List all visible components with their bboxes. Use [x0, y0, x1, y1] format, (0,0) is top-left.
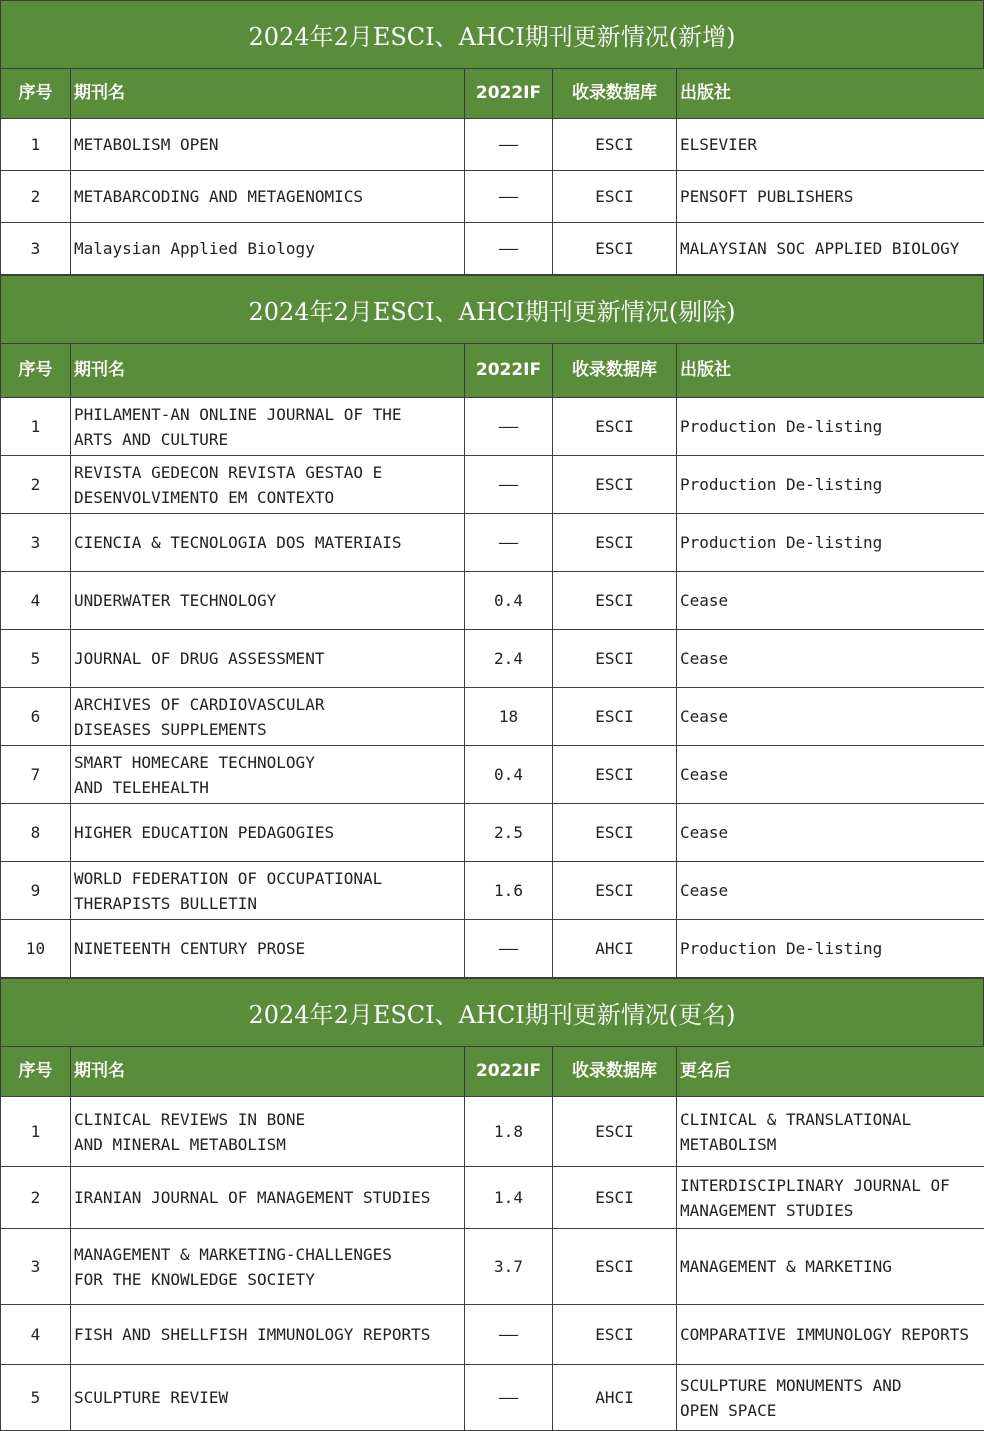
cell-impact-factor: ——: [465, 171, 553, 223]
cell-journal-name: METABOLISM OPEN: [71, 119, 465, 171]
cell-database: ESCI: [553, 804, 677, 862]
header-seq: 序号: [1, 344, 71, 398]
header-database: 收录数据库: [553, 344, 677, 398]
cell-database: ESCI: [553, 688, 677, 746]
cell-journal-name: UNDERWATER TECHNOLOGY: [71, 572, 465, 630]
cell-database: AHCI: [553, 920, 677, 978]
header-impact-factor: 2022IF: [465, 1047, 553, 1097]
cell-journal-name: PHILAMENT-AN ONLINE JOURNAL OF THE ARTS AND CULTURE: [71, 398, 465, 456]
cell-impact-factor: 0.4: [465, 572, 553, 630]
table-row: [1, 1229, 984, 1305]
cell-seq: 3: [1, 1229, 71, 1305]
cell-seq: 4: [1, 572, 71, 630]
cell-seq: 4: [1, 1305, 71, 1365]
header-journal-name: 期刊名: [71, 69, 465, 119]
cell-database: AHCI: [553, 1365, 677, 1431]
cell-journal-name: NINETEENTH CENTURY PROSE: [71, 920, 465, 978]
cell-database: ESCI: [553, 1305, 677, 1365]
cell-seq: 3: [1, 223, 71, 275]
table-row: [1, 456, 984, 514]
cell-impact-factor: 1.4: [465, 1167, 553, 1229]
cell-seq: 2: [1, 456, 71, 514]
table-row: [1, 1305, 984, 1365]
cell-last: SCULPTURE MONUMENTS AND OPEN SPACE: [677, 1365, 984, 1431]
section-title: 2024年2月ESCI、AHCI期刊更新情况(新增): [0, 0, 984, 68]
cell-database: ESCI: [553, 1229, 677, 1305]
cell-last: Cease: [677, 572, 984, 630]
cell-journal-name: WORLD FEDERATION OF OCCUPATIONAL THERAPISTS BULLETIN: [71, 862, 465, 920]
header-database: 收录数据库: [553, 1047, 677, 1097]
cell-last: CLINICAL & TRANSLATIONAL METABOLISM: [677, 1097, 984, 1167]
cell-database: ESCI: [553, 572, 677, 630]
cell-journal-name: METABARCODING AND METAGENOMICS: [71, 171, 465, 223]
section-title: 2024年2月ESCI、AHCI期刊更新情况(更名): [0, 978, 984, 1046]
cell-last: Cease: [677, 630, 984, 688]
cell-impact-factor: 2.4: [465, 630, 553, 688]
cell-journal-name: JOURNAL OF DRUG ASSESSMENT: [71, 630, 465, 688]
table-row: [1, 1097, 984, 1167]
table-row: [1, 398, 984, 456]
cell-database: ESCI: [553, 398, 677, 456]
cell-journal-name: FISH AND SHELLFISH IMMUNOLOGY REPORTS: [71, 1305, 465, 1365]
cell-journal-name: ARCHIVES OF CARDIOVASCULAR DISEASES SUPPLEMENTS: [71, 688, 465, 746]
cell-seq: 6: [1, 688, 71, 746]
cell-database: ESCI: [553, 456, 677, 514]
cell-seq: 2: [1, 1167, 71, 1229]
cell-impact-factor: ——: [465, 1365, 553, 1431]
cell-seq: 7: [1, 746, 71, 804]
cell-impact-factor: 0.4: [465, 746, 553, 804]
cell-last: Cease: [677, 688, 984, 746]
cell-seq: 2: [1, 171, 71, 223]
table-row: [1, 920, 984, 978]
header-journal-name: 期刊名: [71, 1047, 465, 1097]
table-row: [1, 119, 984, 171]
cell-impact-factor: 1.8: [465, 1097, 553, 1167]
cell-impact-factor: ——: [465, 223, 553, 275]
table-row: [1, 1167, 984, 1229]
table-row: [1, 688, 984, 746]
cell-last: Cease: [677, 746, 984, 804]
cell-last: ELSEVIER: [677, 119, 984, 171]
table-row: [1, 171, 984, 223]
cell-last: Production De-listing: [677, 456, 984, 514]
cell-seq: 3: [1, 514, 71, 572]
cell-seq: 1: [1, 119, 71, 171]
cell-database: ESCI: [553, 223, 677, 275]
cell-journal-name: Malaysian Applied Biology: [71, 223, 465, 275]
cell-seq: 10: [1, 920, 71, 978]
cell-seq: 1: [1, 398, 71, 456]
cell-database: ESCI: [553, 862, 677, 920]
table-row: [1, 804, 984, 862]
table-header-row: [1, 1047, 984, 1097]
cell-last: COMPARATIVE IMMUNOLOGY REPORTS: [677, 1305, 984, 1365]
cell-journal-name: SMART HOMECARE TECHNOLOGY AND TELEHEALTH: [71, 746, 465, 804]
cell-journal-name: SCULPTURE REVIEW: [71, 1365, 465, 1431]
cell-journal-name: CLINICAL REVIEWS IN BONE AND MINERAL METABOLISM: [71, 1097, 465, 1167]
cell-impact-factor: ——: [465, 456, 553, 514]
cell-database: ESCI: [553, 746, 677, 804]
cell-impact-factor: ——: [465, 920, 553, 978]
cell-last: Production De-listing: [677, 514, 984, 572]
cell-database: ESCI: [553, 1167, 677, 1229]
cell-impact-factor: 3.7: [465, 1229, 553, 1305]
cell-database: ESCI: [553, 630, 677, 688]
cell-seq: 8: [1, 804, 71, 862]
cell-impact-factor: ——: [465, 514, 553, 572]
cell-last: INTERDISCIPLINARY JOURNAL OF MANAGEMENT STUDIES: [677, 1167, 984, 1229]
journal-table: [0, 1046, 984, 1431]
cell-impact-factor: 18: [465, 688, 553, 746]
cell-last: PENSOFT PUBLISHERS: [677, 171, 984, 223]
header-database: 收录数据库: [553, 69, 677, 119]
cell-database: ESCI: [553, 119, 677, 171]
table-header-row: [1, 344, 984, 398]
table-row: [1, 572, 984, 630]
cell-database: ESCI: [553, 171, 677, 223]
cell-impact-factor: ——: [465, 119, 553, 171]
journal-table: [0, 68, 984, 275]
section-title: 2024年2月ESCI、AHCI期刊更新情况(剔除): [0, 275, 984, 343]
table-row: [1, 514, 984, 572]
cell-seq: 9: [1, 862, 71, 920]
cell-last: Cease: [677, 804, 984, 862]
cell-journal-name: IRANIAN JOURNAL OF MANAGEMENT STUDIES: [71, 1167, 465, 1229]
cell-impact-factor: 1.6: [465, 862, 553, 920]
cell-impact-factor: ——: [465, 398, 553, 456]
table-header-row: [1, 69, 984, 119]
cell-journal-name: HIGHER EDUCATION PEDAGOGIES: [71, 804, 465, 862]
header-last: 出版社: [677, 69, 984, 119]
cell-database: ESCI: [553, 1097, 677, 1167]
cell-last: Cease: [677, 862, 984, 920]
cell-seq: 5: [1, 1365, 71, 1431]
cell-impact-factor: 2.5: [465, 804, 553, 862]
table-row: [1, 630, 984, 688]
cell-journal-name: MANAGEMENT & MARKETING-CHALLENGES FOR THE KNOWLEDGE SOCIETY: [71, 1229, 465, 1305]
header-journal-name: 期刊名: [71, 344, 465, 398]
cell-last: MALAYSIAN SOC APPLIED BIOLOGY: [677, 223, 984, 275]
header-seq: 序号: [1, 69, 71, 119]
table-row: [1, 746, 984, 804]
cell-journal-name: REVISTA GEDECON REVISTA GESTAO E DESENVOLVIMENTO EM CONTEXTO: [71, 456, 465, 514]
table-row: [1, 223, 984, 275]
header-impact-factor: 2022IF: [465, 69, 553, 119]
header-seq: 序号: [1, 1047, 71, 1097]
cell-last: Production De-listing: [677, 920, 984, 978]
cell-last: MANAGEMENT & MARKETING: [677, 1229, 984, 1305]
cell-seq: 1: [1, 1097, 71, 1167]
table-row: [1, 1365, 984, 1431]
header-last: 出版社: [677, 344, 984, 398]
journal-table: [0, 343, 984, 978]
cell-impact-factor: ——: [465, 1305, 553, 1365]
header-impact-factor: 2022IF: [465, 344, 553, 398]
table-row: [1, 862, 984, 920]
header-last: 更名后: [677, 1047, 984, 1097]
cell-database: ESCI: [553, 514, 677, 572]
cell-journal-name: CIENCIA & TECNOLOGIA DOS MATERIAIS: [71, 514, 465, 572]
cell-seq: 5: [1, 630, 71, 688]
cell-last: Production De-listing: [677, 398, 984, 456]
